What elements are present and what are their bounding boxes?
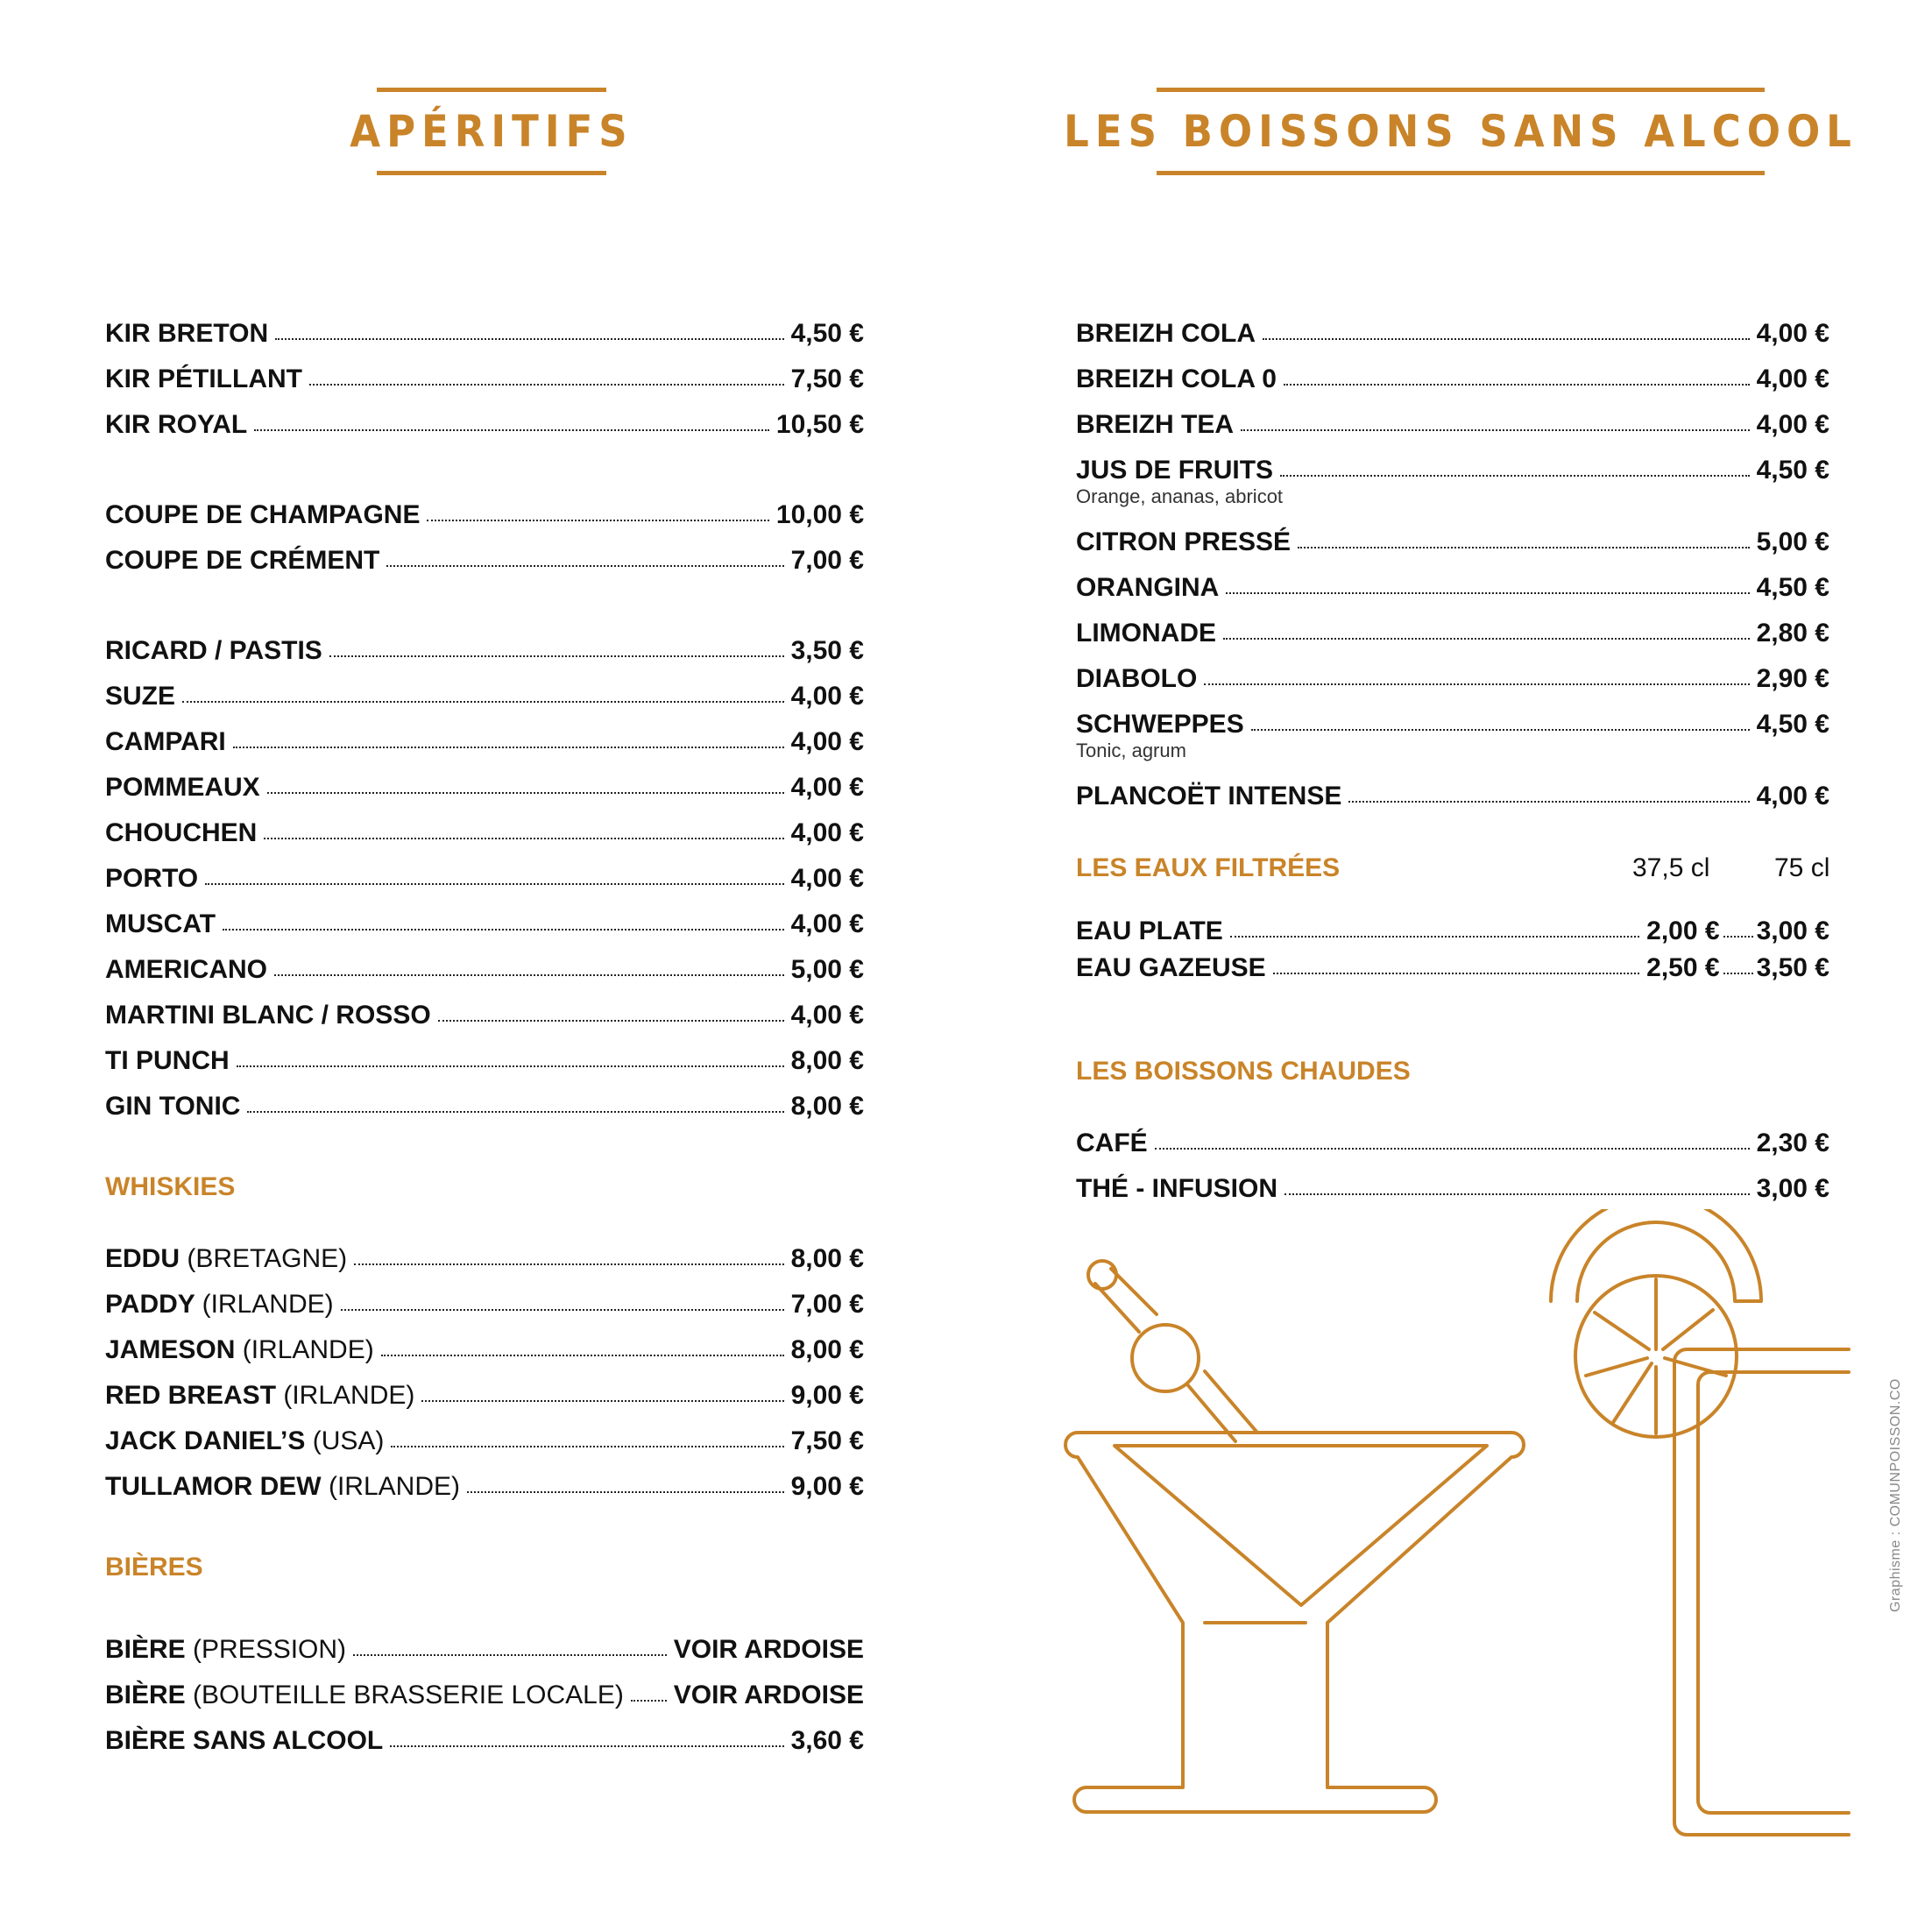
item-label: JAMESON [105, 1335, 236, 1364]
item-name [105, 1381, 414, 1411]
item-label: CAFÉ [1076, 1129, 1148, 1157]
hot-drinks-title: LES BOISSONS CHAUDES [1076, 1057, 1411, 1086]
menu-row [105, 711, 864, 757]
item-label: KIR PÉTILLANT [105, 364, 302, 393]
item-label: BIÈRE [105, 1681, 186, 1709]
menu-row [105, 485, 864, 530]
dot-leader [182, 701, 784, 703]
item-label: BIÈRE SANS ALCOOL [105, 1726, 384, 1755]
item-price: 4,50 € [1756, 456, 1829, 485]
water-row [1076, 909, 1829, 946]
cocktail-illustration [1060, 1209, 1866, 1875]
cocktail-glass-icon [1065, 1261, 1524, 1812]
item-name [105, 682, 175, 711]
dot-leader [1280, 475, 1750, 477]
waters-title [1076, 838, 1829, 883]
item-price: 8,00 € [790, 1046, 864, 1075]
item-label: LIMONADE [1076, 619, 1216, 648]
item-origin: (BOUTEILLE BRASSERIE LOCALE) [193, 1681, 624, 1709]
item-label: ORANGINA [1076, 573, 1220, 602]
item-price: VOIR ARDOISE [673, 1681, 864, 1709]
menu-row [105, 1411, 864, 1456]
dot-leader [267, 792, 784, 794]
item-label: RED BREAST [105, 1381, 277, 1410]
spacer [1076, 811, 1829, 838]
dot-leader [1298, 547, 1750, 548]
item-price: 3,00 € [1756, 1174, 1829, 1203]
item-label: KIR BRETON [105, 319, 269, 348]
item-name [105, 410, 247, 440]
menu-row [105, 666, 864, 711]
item-label: SUZE [105, 682, 176, 711]
item-origin: (USA) [312, 1426, 385, 1455]
dot-leader [386, 565, 783, 567]
menu-row [105, 848, 864, 894]
item-label: COUPE DE CHAMPAGNE [105, 500, 421, 529]
item-origin: (BRETAGNE) [187, 1244, 348, 1273]
item-price: 7,00 € [790, 1290, 864, 1319]
spacer [105, 1202, 864, 1228]
item-name [105, 1244, 347, 1274]
item-name [105, 1635, 346, 1665]
menu-row [105, 1030, 864, 1076]
menu-row [1076, 349, 1829, 394]
dot-leader [427, 520, 768, 521]
dot-leader [1226, 592, 1749, 594]
item-price: 4,50 € [790, 319, 864, 348]
menu-row [1076, 1158, 1829, 1204]
item-name [105, 546, 379, 576]
item-label: TI PUNCH [105, 1046, 230, 1075]
item-label: CHOUCHEN [105, 818, 258, 847]
dot-leader [1251, 729, 1750, 731]
design-credit: Graphisme : COMUNPOISSON.CO [1888, 1378, 1903, 1612]
item-price: 10,50 € [775, 410, 864, 439]
item-price: 9,00 € [790, 1381, 864, 1410]
dot-leader [223, 929, 783, 931]
dot-leader [309, 384, 784, 386]
item-label: EDDU [105, 1244, 180, 1273]
dot-leader [1723, 973, 1753, 974]
menu-row [1076, 1113, 1829, 1158]
item-price: 8,00 € [790, 1244, 864, 1273]
item-label: BREIZH COLA 0 [1076, 364, 1277, 393]
menu-row [105, 803, 864, 848]
item-price: 10,00 € [775, 500, 864, 529]
item-note: Tonic, agrum [1076, 740, 1186, 761]
item-price: 4,00 € [790, 727, 864, 756]
menu-row [105, 530, 864, 576]
dot-leader [329, 655, 784, 657]
item-name [1076, 456, 1273, 485]
item-price: 3,50 € [790, 636, 864, 665]
item-origin: (IRLANDE) [328, 1472, 460, 1501]
dot-leader [275, 338, 783, 340]
item-label: GIN TONIC [105, 1092, 241, 1121]
dot-leader [205, 883, 783, 885]
item-name [1076, 410, 1234, 440]
item-name [105, 864, 198, 894]
dot-leader [1273, 973, 1639, 974]
spacer [1076, 983, 1829, 1041]
item-name [1076, 664, 1197, 694]
item-name [105, 1001, 431, 1030]
item-label: BREIZH COLA [1076, 319, 1256, 348]
lemon-slice-icon [1551, 1209, 1761, 1437]
item-name [105, 500, 420, 530]
dot-leader [354, 1263, 783, 1265]
menu-row [105, 1320, 864, 1365]
item-name [105, 1046, 230, 1076]
item-price: 7,50 € [790, 364, 864, 393]
dot-leader [1263, 338, 1750, 340]
item-name [1076, 1129, 1148, 1158]
item-label: SCHWEPPES [1076, 710, 1244, 739]
item-label: MUSCAT [105, 909, 216, 938]
item-name [1076, 364, 1277, 394]
spacer [105, 1582, 864, 1619]
dot-leader [1348, 801, 1749, 803]
size-large: 75 cl [1774, 853, 1830, 882]
item-name [105, 955, 267, 985]
menu-row [1076, 512, 1829, 557]
dot-leader [1223, 638, 1750, 640]
spacer [1076, 883, 1829, 909]
item-label: BREIZH TEA [1076, 410, 1234, 439]
dot-leader [1155, 1148, 1750, 1150]
item-origin: (PRESSION) [193, 1635, 347, 1664]
menu-row [105, 394, 864, 440]
item-note: Orange, ananas, abricot [1076, 485, 1284, 507]
menu-row [105, 303, 864, 349]
item-name [105, 1335, 374, 1365]
dot-leader [631, 1700, 667, 1702]
item-label: AMERICANO [105, 955, 267, 984]
price-small: 2,50 € [1646, 953, 1720, 982]
item-label: COUPE DE CRÉMENT [105, 546, 380, 575]
dot-leader [381, 1355, 784, 1356]
item-price: 4,00 € [790, 682, 864, 711]
menu-row [1076, 440, 1829, 485]
menu-row [105, 1619, 864, 1665]
item-price: 2,80 € [1756, 619, 1829, 648]
item-name: EAU PLATE [1076, 916, 1223, 945]
item-name [105, 364, 302, 394]
item-name [1076, 619, 1216, 648]
item-name [105, 1472, 460, 1502]
dot-leader [1241, 429, 1750, 431]
dot-leader [247, 1111, 783, 1113]
dot-leader [390, 1745, 783, 1747]
whiskies-title: WHISKIES [105, 1172, 236, 1201]
item-name [105, 1681, 624, 1710]
spacer [105, 1122, 864, 1157]
item-price: 4,00 € [790, 773, 864, 802]
dot-leader [1204, 683, 1749, 685]
dot-leader [233, 747, 784, 748]
dot-leader [467, 1491, 784, 1493]
item-price: 4,50 € [1756, 710, 1829, 739]
menu-row [1076, 603, 1829, 648]
spacer [105, 576, 864, 620]
item-name [105, 909, 216, 939]
menu-row [1076, 557, 1829, 603]
item-origin: (IRLANDE) [242, 1335, 374, 1364]
item-price: 2,30 € [1756, 1129, 1829, 1157]
dot-leader [264, 838, 783, 839]
menu-row [105, 620, 864, 666]
item-price: 8,00 € [790, 1092, 864, 1121]
menu-row [1076, 394, 1829, 440]
dot-leader [1284, 384, 1750, 386]
item-name [105, 818, 257, 848]
price-large: 3,00 € [1756, 916, 1829, 945]
dot-leader [421, 1400, 783, 1402]
item-price: 4,00 € [1756, 319, 1829, 348]
spacer [1076, 1086, 1829, 1113]
item-price: 9,00 € [790, 1472, 864, 1501]
item-name [1076, 1174, 1277, 1204]
menu-row [105, 1456, 864, 1502]
item-label: CITRON PRESSÉ [1076, 527, 1292, 556]
item-label: KIR ROYAL [105, 410, 248, 439]
menu-row [105, 1274, 864, 1320]
soft-drinks-title: LES BOISSONS SANS ALCOOL [1157, 88, 1765, 175]
item-label: PLANCOËT INTENSE [1076, 782, 1342, 810]
menu-row [1076, 303, 1829, 349]
beers-title: BIÈRES [105, 1553, 203, 1582]
item-origin: (IRLANDE) [202, 1290, 334, 1319]
dot-leader [438, 1020, 784, 1022]
menu-row [105, 1365, 864, 1411]
menu-row [1076, 648, 1829, 694]
dot-leader [353, 1654, 667, 1656]
size-small: 37,5 cl [1632, 853, 1710, 882]
item-price: VOIR ARDOISE [673, 1635, 864, 1664]
menu-row [105, 894, 864, 939]
item-price: 4,00 € [1756, 364, 1829, 393]
item-price: 5,00 € [1756, 527, 1829, 556]
price-small: 2,00 € [1646, 916, 1720, 945]
dot-leader [237, 1065, 784, 1067]
item-label: BIÈRE [105, 1635, 186, 1664]
menu-row [105, 1228, 864, 1274]
item-label: DIABOLO [1076, 664, 1198, 693]
item-name [105, 727, 226, 757]
item-label: JACK DANIEL’S [105, 1426, 306, 1455]
menu-row [105, 939, 864, 985]
dot-leader [254, 429, 769, 431]
menu-row [105, 1665, 864, 1710]
item-price: 7,50 € [790, 1426, 864, 1455]
item-label: RICARD / PASTIS [105, 636, 322, 665]
item-label: CAMPARI [105, 727, 226, 756]
menu-row [105, 757, 864, 803]
item-label: THÉ - INFUSION [1076, 1174, 1277, 1203]
menu-row [1076, 766, 1829, 811]
item-price: 4,00 € [790, 909, 864, 938]
item-label: PADDY [105, 1290, 195, 1319]
item-name [1076, 782, 1341, 811]
dot-leader [1230, 936, 1639, 938]
water-row [1076, 946, 1829, 983]
price-large: 3,50 € [1756, 953, 1829, 982]
item-name: EAU GAZEUSE [1076, 953, 1266, 982]
item-name [1076, 319, 1256, 349]
item-price: 4,50 € [1756, 573, 1829, 602]
item-name [105, 319, 268, 349]
item-label: PORTO [105, 864, 199, 893]
dot-leader [1284, 1193, 1750, 1195]
aperitifs-title: APÉRITIFS [377, 88, 606, 175]
menu-row [105, 1710, 864, 1756]
item-name [1076, 573, 1219, 603]
item-origin: (IRLANDE) [283, 1381, 415, 1410]
dot-leader [391, 1446, 783, 1447]
dot-leader [1723, 936, 1753, 938]
item-name [105, 1290, 334, 1320]
item-price: 3,60 € [790, 1726, 864, 1755]
item-price: 4,00 € [1756, 782, 1829, 810]
item-name [105, 636, 322, 666]
item-price: 8,00 € [790, 1335, 864, 1364]
item-price: 2,90 € [1756, 664, 1829, 693]
item-name [105, 1092, 240, 1122]
item-name [105, 1426, 384, 1456]
item-name [1076, 527, 1291, 557]
item-price: 4,00 € [790, 1001, 864, 1030]
spacer [105, 1502, 864, 1537]
menu-row [1076, 694, 1829, 740]
menu-row [105, 1076, 864, 1122]
item-label: POMMEAUX [105, 773, 260, 802]
item-name [1076, 710, 1244, 740]
item-price: 4,00 € [1756, 410, 1829, 439]
aperitifs-list [105, 303, 864, 1756]
item-price: 7,00 € [790, 546, 864, 575]
item-label: MARTINI BLANC / ROSSO [105, 1001, 431, 1030]
item-name [105, 773, 260, 803]
dot-leader [274, 974, 784, 976]
item-label: TULLAMOR DEW [105, 1472, 322, 1501]
menu-row [105, 349, 864, 394]
menu-row [105, 985, 864, 1030]
soft-drinks-list [1076, 303, 1829, 1204]
item-price: 4,00 € [790, 864, 864, 893]
waters-title-label: LES EAUX FILTRÉES [1076, 853, 1341, 882]
spacer [105, 440, 864, 485]
item-label: JUS DE FRUITS [1076, 456, 1274, 485]
item-price: 4,00 € [790, 818, 864, 847]
dot-leader [341, 1309, 784, 1311]
item-name [105, 1726, 383, 1756]
item-price: 5,00 € [790, 955, 864, 984]
